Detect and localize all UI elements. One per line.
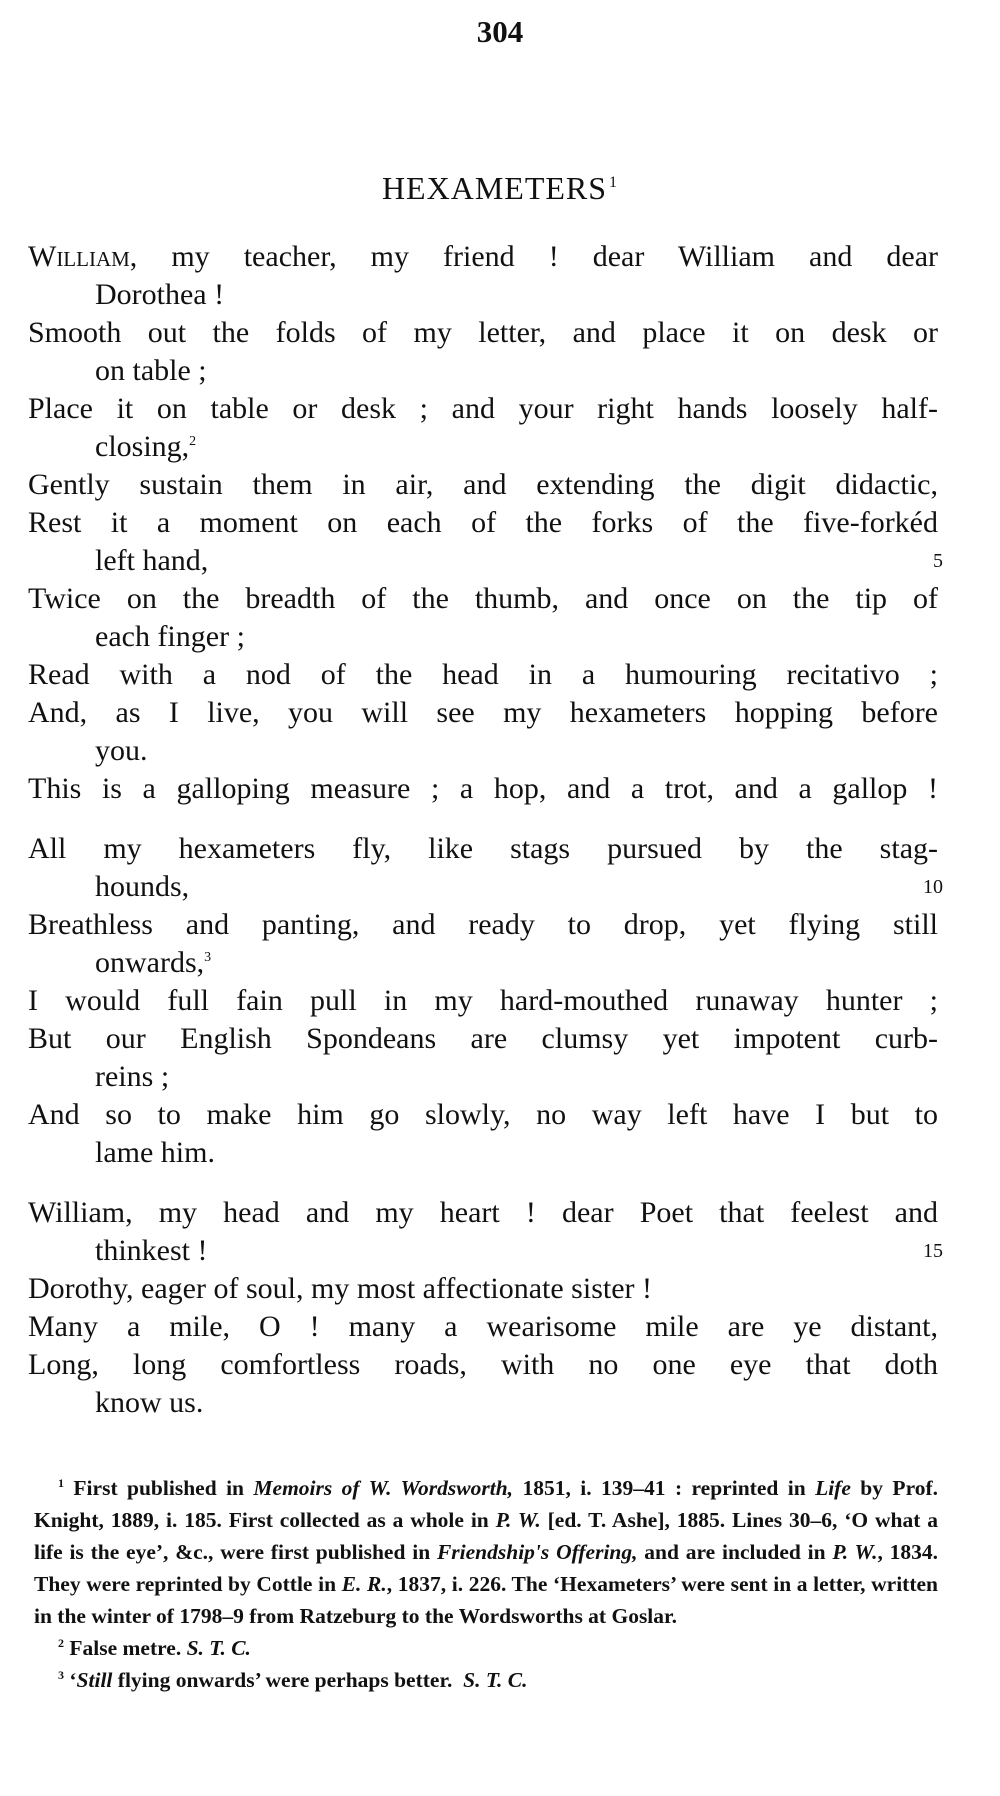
poem-line [28, 1020, 938, 1096]
line-continuation: hounds, [95, 870, 190, 903]
footnote-2: $^2$ False metre. S. T. C. [58, 1635, 251, 1660]
line-text: , my teacher, my friend ! dear William and dear [129, 240, 938, 273]
line-text: William, my head and my heart ! dear Poet that feelest and [28, 1196, 938, 1229]
line-continuation: onwards,$^3$ [95, 946, 212, 979]
line-text: All my hexameters fly, like stags pursued by the stag- [28, 832, 938, 865]
line-number: 5 [933, 550, 943, 572]
line-text: But our English Spondeans are clumsy yet impotent curb- [28, 1022, 938, 1055]
line-continuation: you. [95, 734, 148, 767]
poem-line [28, 1270, 938, 1308]
title-footnote-marker: 1 [609, 174, 619, 192]
line-continuation: left hand, [95, 544, 209, 577]
line-text: Many a mile, O ! many a wearisome mile are ye distant, [28, 1310, 938, 1343]
poem-line [28, 770, 938, 808]
line-number: 15 [923, 1240, 943, 1262]
line-continuation: each finger ; [95, 620, 245, 653]
page-number: 304 [476, 14, 524, 49]
line-text: Dorothy, eager of soul, my most affectionate sister ! [28, 1272, 652, 1305]
poem-line [28, 466, 938, 504]
poem-line [28, 1346, 938, 1422]
line-text: This is a galloping measure ; a hop, and a trot, and a gallop ! [28, 772, 938, 805]
line-number: 10 [923, 876, 943, 898]
poem-line [28, 314, 938, 390]
footnote-marker: 2 [189, 434, 197, 449]
poem-line [28, 504, 943, 580]
poem-line [28, 1194, 943, 1270]
line-text: Place it on table or desk ; and your right hands loosely half- [28, 392, 938, 425]
line-continuation: thinkest ! [95, 1234, 208, 1267]
line-continuation: lame him. [95, 1136, 215, 1169]
stanza [28, 830, 943, 1172]
footnotes [34, 1472, 938, 1696]
line-text: Long, long comfortless roads, with no one eye that doth [28, 1348, 938, 1381]
first-word: William [28, 240, 130, 273]
line-text: I would full fain pull in my hard-mouthed runaway hunter ; [28, 984, 938, 1017]
line-text: Smooth out the folds of my letter, and place it on desk or [28, 316, 938, 349]
stanza [28, 238, 943, 808]
line-text: Gently sustain them in air, and extending the digit didactic, [28, 468, 938, 501]
line-continuation: reins ; [95, 1060, 170, 1093]
poem-line [28, 390, 938, 466]
line-continuation: Dorothea ! [95, 278, 225, 311]
poem-line [28, 656, 938, 694]
poem-line [28, 694, 938, 770]
line-text: Read with a nod of the head in a humouring recitativo ; [28, 658, 938, 691]
line-continuation: on table ; [95, 354, 207, 387]
poem-line [28, 580, 938, 656]
title-text: HEXAMETERS [381, 170, 608, 206]
footnote-1: $^1$ First published in Memoirs of W. Wordsworth, 1851, i. 139–41 : reprinted in Life by Prof. Knight, 1889, i. 185. First collected as a whole in P. W. [ed. T. Ashe], 1885. Lines 30–6, ‘O what a life is the eye’, &c., were first published in Friendship's Offering, and are included in P. W., 1834. They were reprinted by Cottle in E. R., 1837, i. 226. The ‘Hexameters’ were sent in a letter, written in the winter of 1798–9 from Ratzeburg to the Wordsworths at Goslar. [34, 1475, 939, 1628]
line-text: And, as I live, you will see my hexameters hopping before [28, 696, 938, 729]
poem-line [28, 1308, 938, 1346]
line-text: Breathless and panting, and ready to drop, yet flying still [28, 908, 938, 941]
poem-line [28, 982, 938, 1020]
line-continuation: know us. [95, 1386, 204, 1419]
poem-line [28, 906, 938, 982]
poem-line [28, 1096, 938, 1172]
footnote-3: $^3$ ‘Still flying onwards’ were perhaps better. S. T. C. [58, 1667, 528, 1692]
line-text: And so to make him go slowly, no way left have I but to [28, 1098, 938, 1131]
line-text: Twice on the breadth of the thumb, and once on the tip of [28, 582, 938, 615]
line-continuation: closing,$^2$ [95, 430, 197, 463]
poem-title [0, 170, 1000, 207]
poem-line [28, 238, 938, 314]
poem-body [28, 238, 943, 1444]
poem-line [28, 830, 943, 906]
line-text: Rest it a moment on each of the forks of the five-forkéd [28, 506, 938, 539]
stanza [28, 1194, 943, 1422]
footnote-marker: 3 [204, 950, 212, 965]
